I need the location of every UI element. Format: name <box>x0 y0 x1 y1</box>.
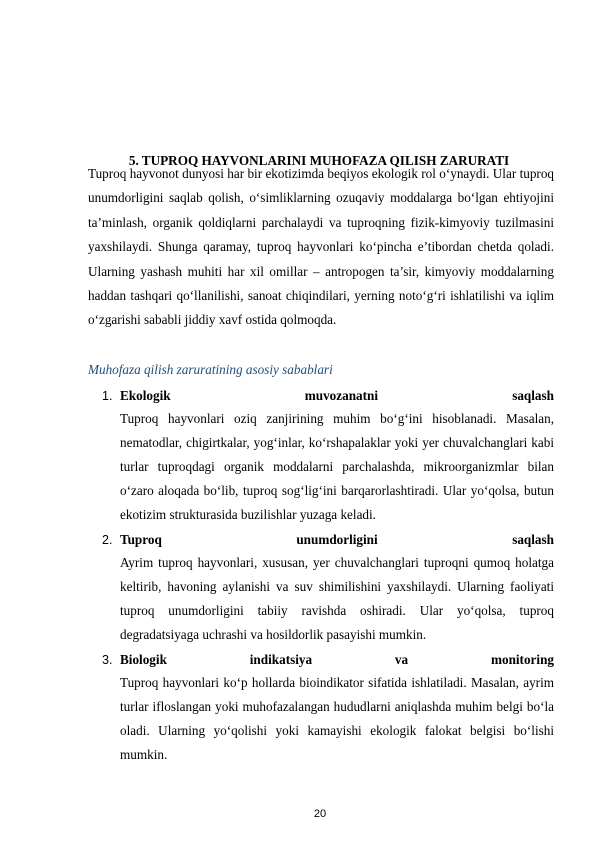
list-item-number: 2. <box>102 533 113 547</box>
page-number: 20 <box>313 808 327 820</box>
section-heading: 5. TUPROQ HAYVONLARINI MUHOFAZA QILISH ZARURATI <box>128 153 510 168</box>
list-item-body: Tuproq hayvonlari ko‘p hollarda bioindikator sifatida ishlatiladi. Masalan, ayrim turlar ifloslangan yoki muhofazalangan hududlarni aniqlashda muhim belgi bo‘la oladi. Ularning yo‘qolishi yoki kamayishi ekologik falokat belgisi bo‘lishi mumkin. <box>120 674 554 763</box>
list-item-number: 3. <box>102 653 113 667</box>
intro-paragraph: Tuproq hayvonot dunyosi har bir ekotizimda beqiyos ekologik rol o‘ynaydi. Ular tuproq unumdorligini saqlab qolish, o‘simliklarning ozuqaviy moddalarga bo‘lgan ehtiyojini ta’minlash, organik qoldiqlarni parchalaydi va tuproqning fizik-kimyoviy tuzilmasini yaxshilaydi. Shunga qaramay, tuproq hayvonlari ko‘pincha e’tibordan chetda qoladi. Ularning yashash muhiti har xil omillar – antropogen ta’sir, kimyoviy moddalarning haddan tashqari qo‘llanilishi, sanoat chiqindilari, yerning noto‘g‘ri ishlatilishi va iqlim o‘zgarishi sababli jiddiy xavf ostida qolmoqda. <box>88 166 554 328</box>
list-item-body: Ayrim tuproq hayvonlari, xususan, yer chuvalchanglari tuproqni qumoq holatga keltirib, havoning aylanishi va suv shimilishini yaxshilaydi. Ularning faoliyati tuproq unumdorligini tabiiy ravishda oshiradi. Ular yo‘qolsa, tuproq degradatsiyaga uchrashi va hosildorlik pasayishi mumkin. <box>120 554 554 643</box>
list-item-body: Tuproq hayvonlari oziq zanjirining muhim bo‘g‘ini hisoblanadi. Masalan, nematodlar, chigirtkalar, yog‘inlar, ko‘rshapalaklar yoki yer chuvalchanglari kabi turlar tuproqdagi organik moddalarni parchalashda, mikroorganizmlar bilan o‘zaro aloqada bo‘lib, tuproq sog‘lig‘ini barqarorlashtiradi. Ular yo‘qolsa, butun ekotizim strukturasida buzilishlar yuzaga keladi. <box>120 410 554 523</box>
section-subtitle: Muhofaza qilish zaruratining asosiy sabablari <box>88 362 333 377</box>
list-item-title: Ekologik muvozanatni saqlash <box>120 388 554 403</box>
list-item-number: 1. <box>102 389 113 403</box>
list-item-title: Biologik indikatsiya va monitoring <box>120 652 554 667</box>
list-item-title: Tuproq unumdorligini saqlash <box>120 532 554 547</box>
